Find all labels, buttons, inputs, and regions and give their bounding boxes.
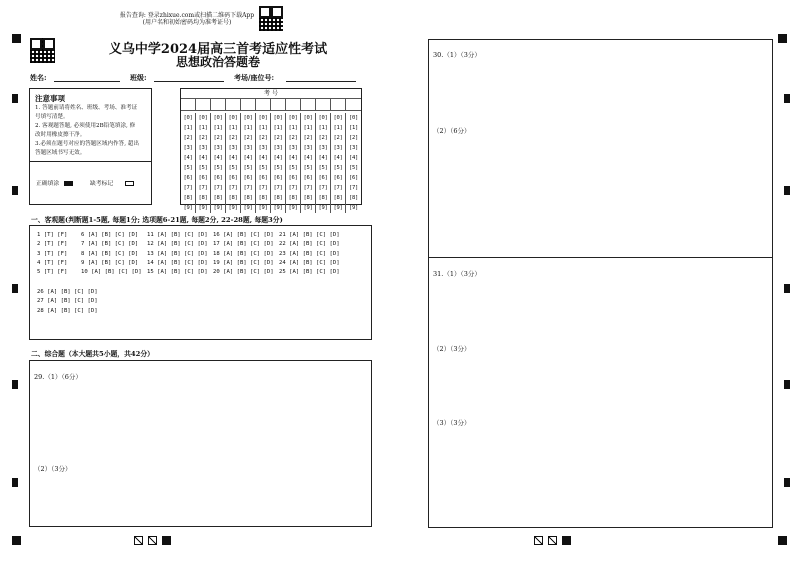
page-mark [548,536,557,545]
digit-bubble[interactable]: [2] [228,135,238,141]
notice-line: 2. 客观题答题, 必须使用2B铅笔填涂, 修 [35,123,136,129]
page-mark [162,536,171,545]
digit-bubble[interactable]: [4] [333,155,343,161]
digit-bubble[interactable]: [6] [318,175,328,181]
page-mark [134,536,143,545]
digit-bubble[interactable]: [3] [213,145,223,151]
digit-write-cell[interactable] [316,99,331,110]
question-column [213,231,279,277]
comprehensive-title: 二、综合题（本大题共5小题，共42分） [31,350,154,358]
digit-bubble[interactable]: [3] [258,145,268,151]
digit-bubble[interactable]: [3] [273,145,283,151]
digit-bubble[interactable]: [1] [303,125,313,131]
digit-bubble[interactable]: [0] [213,115,223,121]
digit-bubble[interactable]: [2] [213,135,223,141]
timing-mark [12,186,18,195]
digit-bubble[interactable]: [9] [273,205,283,211]
question-row[interactable]: 1 [T] [F] [37,232,68,238]
exam-number-column [286,113,301,213]
digit-bubble[interactable]: [8] [183,195,193,201]
digit-bubble[interactable]: [1] [318,125,328,131]
digit-bubble[interactable]: [3] [198,145,208,151]
answer-box-30[interactable] [428,39,773,258]
notice-title: 注意事项 [35,94,65,103]
digit-bubble[interactable]: [1] [258,125,268,131]
digit-bubble[interactable]: [6] [348,175,359,181]
digit-bubble[interactable]: [7] [198,185,208,191]
digit-bubble[interactable]: [1] [213,125,223,131]
digit-bubble[interactable]: [6] [243,175,253,181]
digit-bubble[interactable]: [8] [243,195,253,201]
digit-bubble[interactable]: [6] [198,175,208,181]
digit-bubble[interactable]: [0] [273,115,283,121]
notice-line: 号填写清楚。 [35,114,69,120]
digit-bubble[interactable]: [5] [258,165,268,171]
question-row[interactable]: 25 [A] [B] [C] [D] [279,269,340,276]
digit-bubble[interactable]: [9] [348,205,359,211]
timing-mark [784,380,790,389]
q31-part2-label: （2）（3分） [433,345,471,353]
digit-bubble[interactable]: [4] [243,155,253,161]
digit-bubble[interactable]: [4] [183,155,193,161]
page-mark [534,536,543,545]
question-row[interactable]: 23 [A] [B] [C] [D] [279,250,340,257]
timing-mark [784,186,790,195]
digit-write-cell[interactable] [286,99,301,110]
digit-bubble[interactable]: [3] [318,145,328,151]
digit-bubble[interactable]: [4] [303,155,313,161]
digit-bubble[interactable]: [9] [303,205,313,211]
answer-box-29[interactable] [29,360,372,527]
digit-bubble[interactable]: [2] [318,135,328,141]
exam-number-bubbles [181,111,361,213]
digit-write-cell[interactable] [226,99,241,110]
digit-bubble[interactable]: [7] [183,185,193,191]
app-qr-code [259,6,283,31]
digit-bubble[interactable]: [2] [273,135,283,141]
digit-bubble[interactable]: [6] [333,175,343,181]
digit-bubble[interactable]: [8] [303,195,313,201]
question-column [147,231,213,277]
digit-bubble[interactable]: [4] [213,155,223,161]
digit-bubble[interactable]: [4] [258,155,268,161]
digit-bubble[interactable]: [8] [318,195,328,201]
digit-bubble[interactable]: [8] [273,195,283,201]
digit-bubble[interactable]: [8] [213,195,223,201]
exam-number-column [196,113,211,213]
filled-mark-icon [64,181,73,186]
digit-bubble[interactable]: [7] [288,185,298,191]
digit-bubble[interactable]: [0] [198,115,208,121]
digit-bubble[interactable]: [0] [243,115,253,121]
question-row[interactable]: 21 [A] [B] [C] [D] [279,232,340,238]
question-row[interactable]: 16 [A] [B] [C] [D] [213,232,274,238]
q31-part1-label: 31.（1）（3分） [433,270,481,278]
digit-bubble[interactable]: [0] [258,115,268,121]
digit-bubble[interactable]: [3] [348,145,359,151]
corner-mark [778,536,787,545]
timing-mark [12,380,18,389]
digit-bubble[interactable]: [1] [333,125,343,131]
question-row[interactable]: 9 [A] [B] [C] [D] [81,259,139,266]
digit-bubble[interactable]: [2] [333,135,343,141]
exam-title: 义乌中学2024届高三首考适应性考试 [108,42,328,57]
question-row[interactable]: 24 [A] [B] [C] [D] [279,259,340,266]
divider [30,161,151,162]
missing-mark-label: 缺考标记 [90,181,114,187]
timing-mark [784,478,790,487]
exam-number-column [181,113,196,213]
digit-bubble[interactable]: [5] [318,165,328,171]
digit-bubble[interactable]: [7] [333,185,343,191]
digit-bubble[interactable]: [2] [258,135,268,141]
question-column [81,231,147,277]
question-row[interactable]: 17 [A] [B] [C] [D] [213,241,274,248]
question-row[interactable]: 20 [A] [B] [C] [D] [213,269,274,276]
corner-mark [12,34,21,43]
digit-write-cell[interactable] [346,99,361,110]
corner-mark [778,34,787,43]
digit-bubble[interactable]: [9] [333,205,343,211]
q30-part2-label: （2）（6分） [433,127,471,135]
notice-line: 答题区域书写无效。 [35,150,86,156]
digit-bubble[interactable]: [8] [288,195,298,201]
sheet-title: 思想政治答题卷 [175,55,260,69]
digit-bubble[interactable]: [9] [258,205,268,211]
digit-bubble[interactable]: [0] [348,115,359,121]
digit-bubble[interactable]: [3] [183,145,193,151]
question-row[interactable]: 11 [A] [B] [C] [D] [147,232,208,238]
digit-bubble[interactable]: [9] [243,205,253,211]
digit-bubble[interactable]: [3] [228,145,238,151]
digit-bubble[interactable]: [6] [213,175,223,181]
exam-number-box [180,88,362,211]
corner-mark [12,536,21,545]
digit-write-cell[interactable] [241,99,256,110]
report-notice-line2: (用户名和初始密码均为准考证号) [142,19,232,26]
digit-bubble[interactable]: [6] [228,175,238,181]
digit-write-cell[interactable] [181,99,196,110]
report-notice [112,12,262,26]
digit-bubble[interactable]: [4] [348,155,359,161]
digit-bubble[interactable]: [5] [228,165,238,171]
timing-mark [12,94,18,103]
digit-bubble[interactable]: [1] [273,125,283,131]
digit-write-cell[interactable] [331,99,346,110]
class-label: 班级: [130,73,147,82]
digit-write-cell[interactable] [196,99,211,110]
sheet-qr-code [30,38,55,63]
digit-bubble[interactable]: [1] [198,125,208,131]
timing-mark [784,94,790,103]
exam-number-column [241,113,256,213]
digit-bubble[interactable]: [4] [318,155,328,161]
digit-write-cell[interactable] [271,99,286,110]
digit-write-cell[interactable] [211,99,226,110]
digit-write-cell[interactable] [301,99,316,110]
page-mark [148,536,157,545]
digit-bubble[interactable]: [0] [228,115,238,121]
question-row[interactable]: 6 [A] [B] [C] [D] [81,232,139,238]
answer-box-31[interactable] [428,257,773,528]
question-row[interactable]: 27 [A] [B] [C] [D] [37,298,98,305]
digit-bubble[interactable]: [8] [258,195,268,201]
name-field[interactable] [54,73,120,82]
question-row[interactable]: 26 [A] [B] [C] [D] [37,289,98,295]
exam-number-header: 考 号 [181,89,361,99]
digit-bubble[interactable]: [1] [183,125,193,131]
room-label: 考场/座位号: [234,73,275,82]
digit-bubble[interactable]: [9] [288,205,298,211]
digit-bubble[interactable]: [0] [183,115,193,121]
digit-bubble[interactable]: [1] [228,125,238,131]
digit-bubble[interactable]: [3] [303,145,313,151]
digit-bubble[interactable]: [3] [288,145,298,151]
digit-bubble[interactable]: [1] [288,125,298,131]
page-mark [562,536,571,545]
question-column [37,231,81,277]
notice-line: 3.必须在题号对应的答题区域内作答, 超出 [35,141,139,147]
exam-number-column [226,113,241,213]
digit-bubble[interactable]: [8] [348,195,359,201]
digit-bubble[interactable]: [4] [288,155,298,161]
digit-bubble[interactable]: [2] [243,135,253,141]
name-label: 姓名: [30,73,47,82]
objective-title: 一、客观题(判断题1-5题, 每题1分; 选项题6-21题, 每题2分, 22-28题, 每题3分) [31,216,283,224]
digit-bubble[interactable]: [0] [333,115,343,121]
objective-extra [37,288,98,316]
digit-bubble[interactable]: [9] [198,205,208,211]
digit-bubble[interactable]: [3] [243,145,253,151]
question-row[interactable]: 15 [A] [B] [C] [D] [147,269,208,276]
digit-bubble[interactable]: [5] [333,165,343,171]
question-row[interactable]: 19 [A] [B] [C] [D] [213,259,274,266]
objective-box [29,225,372,340]
exam-number-column [211,113,226,213]
question-row[interactable]: 28 [A] [B] [C] [D] [37,307,98,314]
exam-number-column [316,113,331,213]
digit-bubble[interactable]: [1] [348,125,359,131]
digit-bubble[interactable]: [7] [213,185,223,191]
question-row[interactable]: 10 [A] [B] [C] [D] [81,269,142,276]
exam-number-column [271,113,286,213]
question-row[interactable]: 4 [T] [F] [37,259,68,266]
digit-bubble[interactable]: [8] [198,195,208,201]
digit-bubble[interactable]: [5] [273,165,283,171]
digit-bubble[interactable]: [7] [258,185,268,191]
digit-bubble[interactable]: [5] [288,165,298,171]
question-row[interactable]: 2 [T] [F] [37,241,68,248]
exam-number-write-row [181,99,361,111]
notice-body [35,104,147,158]
report-notice-line1: 报告查询: 登录zhixue.com或扫描二维码下载App [119,12,255,19]
question-row[interactable]: 8 [A] [B] [C] [D] [81,250,139,257]
digit-bubble[interactable]: [1] [243,125,253,131]
digit-bubble[interactable]: [5] [213,165,223,171]
digit-bubble[interactable]: [7] [318,185,328,191]
correct-fill-example [36,178,73,187]
exam-number-column [301,113,316,213]
digit-bubble[interactable]: [2] [183,135,193,141]
digit-bubble[interactable]: [7] [243,185,253,191]
question-row[interactable]: 22 [A] [B] [C] [D] [279,241,340,248]
digit-bubble[interactable]: [8] [333,195,343,201]
question-row[interactable]: 18 [A] [B] [C] [D] [213,250,274,257]
notice-line: 1. 答题前请将姓名、班级、考场、准考证 [35,105,138,111]
digit-bubble[interactable]: [3] [333,145,343,151]
digit-bubble[interactable]: [6] [303,175,313,181]
digit-bubble[interactable]: [0] [318,115,328,121]
question-row[interactable]: 5 [T] [F] [37,269,68,276]
digit-bubble[interactable]: [5] [198,165,208,171]
question-row[interactable]: 12 [A] [B] [C] [D] [147,241,208,248]
digit-write-cell[interactable] [256,99,271,110]
timing-mark [12,284,18,293]
digit-bubble[interactable]: [9] [318,205,328,211]
digit-bubble[interactable]: [4] [228,155,238,161]
exam-number-column [331,113,346,213]
question-row[interactable]: 14 [A] [B] [C] [D] [147,259,208,266]
q29-part2-label: （2）（3分） [34,465,72,473]
exam-number-column [256,113,271,213]
digit-bubble[interactable]: [9] [228,205,238,211]
digit-bubble[interactable]: [6] [183,175,193,181]
digit-bubble[interactable]: [0] [288,115,298,121]
notice-line: 改时用橡皮擦干净。 [35,132,86,138]
question-column [279,231,345,277]
notice-box [29,88,152,205]
timing-mark [12,478,18,487]
digit-bubble[interactable]: [2] [348,135,359,141]
digit-bubble[interactable]: [0] [303,115,313,121]
digit-bubble[interactable]: [5] [243,165,253,171]
question-row[interactable]: 7 [A] [B] [C] [D] [81,241,139,248]
digit-bubble[interactable]: [6] [288,175,298,181]
q31-part3-label: （3）（3分） [433,419,471,427]
q29-part1-label: 29.（1）（6分） [34,373,82,381]
digit-bubble[interactable]: [6] [258,175,268,181]
digit-bubble[interactable]: [4] [198,155,208,161]
digit-bubble[interactable]: [4] [273,155,283,161]
timing-mark [784,284,790,293]
question-row[interactable]: 13 [A] [B] [C] [D] [147,250,208,257]
missing-mark-example [90,178,134,187]
missing-mark-checkbox[interactable] [125,181,134,186]
q30-part1-label: 30.（1）（3分） [433,51,481,59]
digit-bubble[interactable]: [8] [228,195,238,201]
digit-bubble[interactable]: [7] [228,185,238,191]
digit-bubble[interactable]: [9] [213,205,223,211]
room-field[interactable] [286,73,356,82]
digit-bubble[interactable]: [9] [183,205,193,211]
question-row[interactable]: 3 [T] [F] [37,250,68,257]
digit-bubble[interactable]: [6] [273,175,283,181]
correct-fill-label: 正确填涂 [36,181,60,187]
digit-bubble[interactable]: [2] [198,135,208,141]
digit-bubble[interactable]: [7] [273,185,283,191]
digit-bubble[interactable]: [7] [303,185,313,191]
digit-bubble[interactable]: [2] [303,135,313,141]
digit-bubble[interactable]: [7] [348,185,359,191]
exam-number-column [346,113,361,213]
digit-bubble[interactable]: [5] [348,165,359,171]
digit-bubble[interactable]: [5] [183,165,193,171]
class-field[interactable] [154,73,224,82]
objective-columns [37,231,345,277]
digit-bubble[interactable]: [5] [303,165,313,171]
digit-bubble[interactable]: [2] [288,135,298,141]
